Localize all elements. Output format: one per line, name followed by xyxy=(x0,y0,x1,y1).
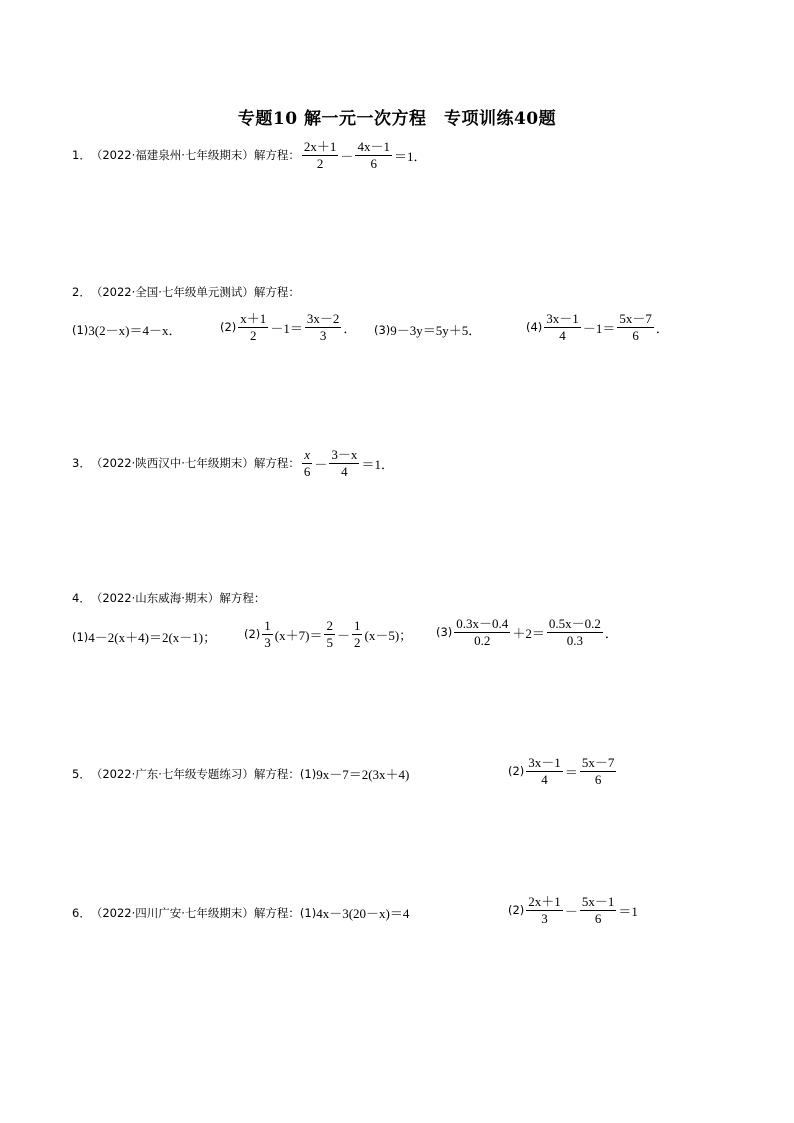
question-number: 5． xyxy=(72,766,91,781)
part-label: (4) xyxy=(526,320,543,335)
part-label: (1) xyxy=(72,322,89,337)
equation: 4x－3(20－x)＝4 xyxy=(316,906,410,921)
numerator: 5x－1 xyxy=(581,894,615,909)
denominator: 6 xyxy=(594,771,602,787)
numerator: 3x－2 xyxy=(306,311,340,326)
part-label: (3) xyxy=(436,625,453,640)
denominator: 3 xyxy=(319,327,327,343)
fraction xyxy=(526,756,563,786)
question-5 xyxy=(72,756,732,792)
question-source: （2022·福建泉州·七年级期末） xyxy=(90,148,254,163)
equation-tail: ． xyxy=(655,320,669,336)
page-title: 专题10 解一元一次方程 专项训练40题 xyxy=(237,109,557,129)
fraction xyxy=(547,617,603,647)
expression: (x＋7)＝ xyxy=(274,627,323,643)
question-2-parts xyxy=(72,312,732,348)
numerator: x＋1 xyxy=(240,311,267,326)
question-5-header xyxy=(72,764,409,783)
equation-tail: ． xyxy=(604,625,618,641)
denominator: 6 xyxy=(303,463,311,479)
denominator: 6 xyxy=(594,910,602,926)
question-source: （2022·全国·七年级单元测试） xyxy=(90,285,254,299)
numerator: 2x＋1 xyxy=(303,139,337,154)
question-source: （2022·四川广安·七年级期末） xyxy=(90,905,254,920)
operator: － xyxy=(340,148,354,164)
part-2 xyxy=(508,895,638,925)
part-label: (2) xyxy=(220,320,237,335)
question-6-header xyxy=(72,903,409,922)
fraction xyxy=(262,619,273,649)
equation: 9x－7＝2(3x＋4) xyxy=(316,767,410,782)
denominator: 0.3 xyxy=(566,632,583,648)
part-1 xyxy=(72,320,181,339)
fraction xyxy=(454,617,510,647)
question-4 xyxy=(72,590,265,606)
fraction xyxy=(544,312,581,342)
denominator: 4 xyxy=(559,327,566,343)
question-number: 6． xyxy=(72,905,91,920)
numerator: 1 xyxy=(353,618,361,633)
denominator: 5 xyxy=(326,634,333,650)
numerator: 0.5x－0.2 xyxy=(548,616,601,631)
denominator: 6 xyxy=(632,327,639,343)
numerator: 1 xyxy=(264,618,271,633)
fraction xyxy=(302,140,339,170)
question-instruction: 解方程： xyxy=(253,905,300,920)
denominator: 4 xyxy=(341,463,348,479)
fraction xyxy=(526,895,563,925)
fraction xyxy=(352,619,363,649)
numerator: 0.3x－0.4 xyxy=(456,616,509,631)
part-2 xyxy=(220,312,356,342)
equation-tail: ＝1 xyxy=(618,903,638,919)
denominator: 2 xyxy=(316,155,324,171)
equation-tail: ． xyxy=(343,320,357,336)
numerator: 5x－7 xyxy=(581,755,615,770)
denominator: 4 xyxy=(541,771,548,787)
question-6 xyxy=(72,895,732,931)
part-label: (2) xyxy=(508,764,525,779)
fraction xyxy=(324,619,335,649)
part-2 xyxy=(508,756,618,786)
operator: － xyxy=(564,903,578,919)
operator: － xyxy=(314,456,328,472)
denominator: 0.2 xyxy=(474,632,491,648)
question-2 xyxy=(72,284,300,300)
part-label: (2) xyxy=(508,903,525,918)
equation-tail: ＝1． xyxy=(361,456,394,472)
part-3 xyxy=(374,320,481,339)
part-label: (3) xyxy=(374,322,391,337)
question-3 xyxy=(72,448,394,478)
numerator: 2 xyxy=(326,618,333,633)
fraction xyxy=(617,312,654,342)
equation-tail: ＝1． xyxy=(393,148,427,164)
fraction xyxy=(329,448,359,478)
denominator: 3 xyxy=(264,634,271,650)
question-source: （2022·陕西汉中·七年级期末） xyxy=(90,456,254,471)
part-label: (1) xyxy=(299,766,317,781)
numerator: 2x＋1 xyxy=(528,894,561,909)
expression: (x－5)； xyxy=(364,627,413,643)
question-instruction: 解方程： xyxy=(253,148,300,163)
operator: －1＝ xyxy=(582,320,616,336)
fraction xyxy=(355,140,392,170)
part-label: (1) xyxy=(299,905,317,920)
denominator: 2 xyxy=(353,634,361,650)
numerator: 3x－1 xyxy=(528,755,561,770)
question-source: （2022·广东·七年级专题练习） xyxy=(90,766,254,781)
numerator: x xyxy=(304,447,311,462)
part-label: (2) xyxy=(244,627,261,642)
question-number: 2． xyxy=(72,285,91,299)
operator: ＋2＝ xyxy=(512,625,545,641)
equation: 9－3y＝5y＋5． xyxy=(390,323,482,338)
numerator: 3x－1 xyxy=(546,311,579,326)
question-number: 1． xyxy=(72,148,91,163)
denominator: 3 xyxy=(541,910,548,926)
question-instruction: 解方程： xyxy=(253,285,300,299)
operator: ＝ xyxy=(564,764,578,780)
question-number: 3． xyxy=(72,456,91,471)
question-source: （2022·山东威海·期末） xyxy=(90,591,220,605)
operator: －1＝ xyxy=(270,320,303,336)
part-1 xyxy=(72,627,216,646)
numerator: 5x－7 xyxy=(619,311,652,326)
denominator: 6 xyxy=(370,155,377,171)
fraction xyxy=(305,312,342,342)
fraction xyxy=(580,895,617,925)
part-3 xyxy=(436,617,618,647)
part-2 xyxy=(244,619,412,649)
operator: － xyxy=(336,627,350,643)
numerator: 3－x xyxy=(331,447,358,462)
fraction xyxy=(580,756,617,786)
question-1 xyxy=(72,140,426,170)
equation: 3(2－x)＝4－x． xyxy=(88,323,182,338)
question-instruction: 解方程： xyxy=(253,456,300,471)
numerator: 4x－1 xyxy=(357,139,390,154)
question-instruction: 解方程： xyxy=(253,766,300,781)
question-4-parts xyxy=(72,617,732,657)
part-label: (1) xyxy=(72,629,89,644)
fraction xyxy=(238,312,268,342)
part-4 xyxy=(526,312,669,342)
question-number: 4． xyxy=(72,591,91,605)
equation: 4－2(x＋4)＝2(x－1)； xyxy=(88,630,217,645)
fraction xyxy=(302,448,313,478)
denominator: 2 xyxy=(250,327,257,343)
question-instruction: 解方程： xyxy=(219,591,266,605)
